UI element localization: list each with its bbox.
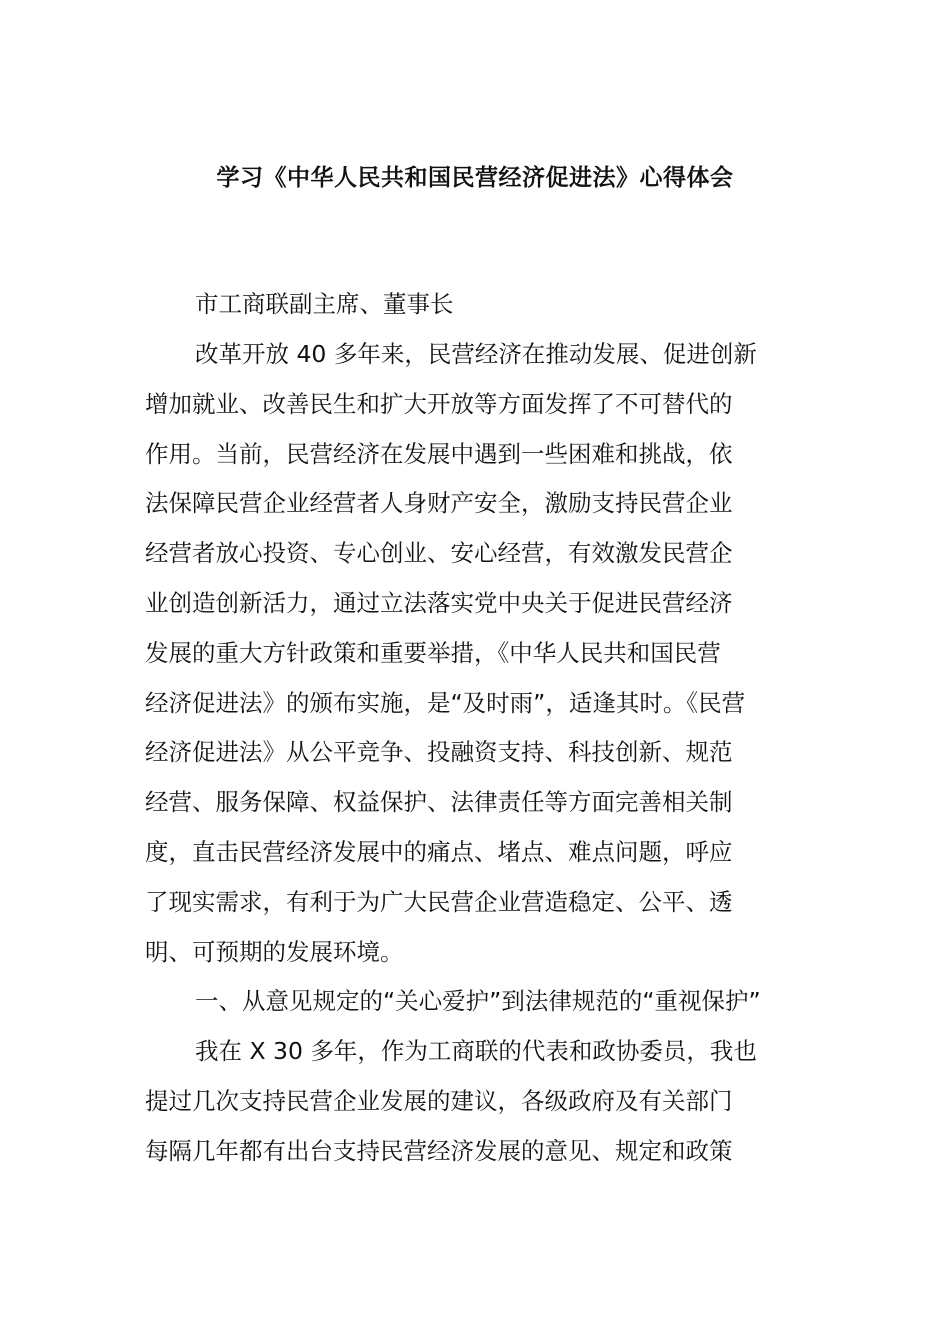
paragraph-1 xyxy=(0,330,757,977)
document-title: 学习《中华人民共和国民营经济促进法》心得体会 xyxy=(216,165,734,191)
paragraph-line: 提过几次支持民营企业发展的建议，各级政府及有关部门 xyxy=(145,1086,733,1115)
paragraph-line: 经济促进法》的颁布实施，是“及时雨”，适逢其时。《民营 xyxy=(145,688,746,717)
paragraph-line: 增加就业、改善民生和扩大开放等方面发挥了不可替代的 xyxy=(145,389,733,418)
paragraph-line: 改革开放 40 多年来，民营经济在推动发展、促进创新 xyxy=(195,340,757,368)
section-heading-1: 一、从意见规定的“关心爱护”到法律规范的“重视保护” xyxy=(195,987,761,1015)
author-line: 市工商联副主席、董事长 xyxy=(195,290,454,318)
paragraph-2 xyxy=(0,1027,757,1176)
paragraph-line: 了现实需求，有利于为广大民营企业营造稳定、公平、透 xyxy=(145,887,733,916)
paragraph-line: 每隔几年都有出台支持民营经济发展的意见、规定和政策 xyxy=(145,1136,733,1165)
paragraph-line: 我在 X 30 多年，作为工商联的代表和政协委员，我也 xyxy=(195,1037,757,1065)
paragraph-line: 作用。当前，民营经济在发展中遇到一些困难和挑战，依 xyxy=(145,439,733,468)
paragraph-line: 明、可预期的发展环境。 xyxy=(145,937,404,966)
paragraph-line: 业创造创新活力，通过立法落实党中央关于促进民营经济 xyxy=(145,588,733,617)
paragraph-line: 法保障民营企业经营者人身财产安全，激励支持民营企业 xyxy=(145,489,733,518)
paragraph-line: 经济促进法》从公平竞争、投融资支持、科技创新、规范 xyxy=(145,738,733,767)
paragraph-line: 度，直击民营经济发展中的痛点、堵点、难点问题，呼应 xyxy=(145,837,733,866)
paragraph-line: 经营者放心投资、专心创业、安心经营，有效激发民营企 xyxy=(145,539,733,568)
paragraph-line: 发展的重大方针政策和重要举措，《中华人民共和国民营 xyxy=(145,638,721,667)
paragraph-line: 经营、服务保障、权益保护、法律责任等方面完善相关制 xyxy=(145,788,733,817)
